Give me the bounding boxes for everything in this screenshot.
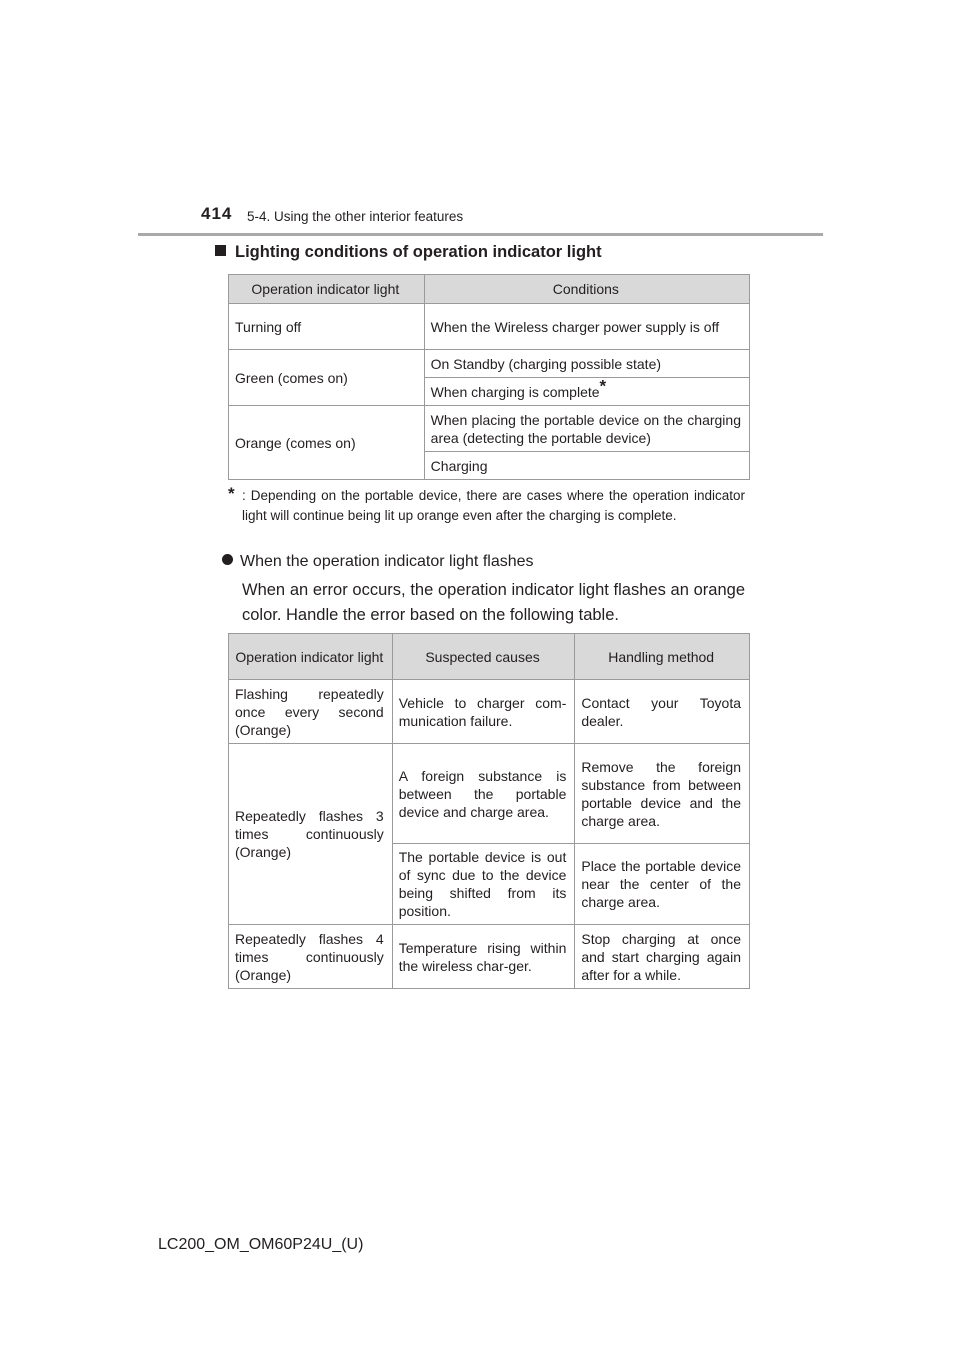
table-row (229, 680, 750, 744)
indicator-state-cell: Repeatedly flashes 4 times continuously (Orange) (229, 925, 393, 989)
condition-text: When charging is complete (430, 383, 600, 400)
cause-cell: The portable device is out of sync due to the device being shifted from its position. (392, 844, 575, 925)
indicator-state-cell: Repeatedly flashes 3 times continuously (Orange) (229, 744, 393, 925)
footnote-asterisk: * (228, 484, 235, 503)
condition-cell (424, 375, 749, 406)
table-header-row (229, 275, 750, 304)
handling-cell: Remove the foreign substance from between portable device and the charge area. (575, 744, 750, 844)
lighting-conditions-title: Lighting conditions of operation indicator light (235, 243, 602, 261)
column-header: Suspected causes (392, 634, 575, 680)
flashing-description: When an error occurs, the operation indicator light flashes an orange color. Handle the error based on the following table. (242, 581, 745, 624)
header-divider (138, 233, 823, 236)
cause-cell: Temperature rising within the wireless char-ger. (392, 925, 575, 989)
handling-cell: Contact your Toyota dealer. (575, 680, 750, 744)
footnote (228, 486, 745, 526)
footnote-asterisk: * (599, 375, 607, 395)
condition-cell: On Standby (charging possible state) (424, 350, 749, 378)
condition-cell: When the Wireless charger power supply is off (424, 304, 749, 350)
column-header: Operation indicator light (229, 634, 393, 680)
lighting-conditions-table (228, 274, 750, 480)
handling-cell: Place the portable device near the center of the charge area. (575, 844, 750, 925)
table-row (229, 925, 750, 989)
footnote-text: : Depending on the portable device, there are cases where the operation indicator light will continue being lit up orange even after the charging is complete. (242, 488, 745, 523)
error-handling-table (228, 633, 750, 989)
cause-cell: A foreign substance is between the portable device and charge area. (392, 744, 575, 844)
condition-cell: When placing the portable device on the charging area (detecting the portable device) (424, 406, 749, 452)
handling-cell: Stop charging at once and start charging again after for a while. (575, 925, 750, 989)
document-id: LC200_OM_OM60P24U_(U) (158, 1236, 364, 1253)
indicator-state-cell: Flashing repeatedly once every second (Orange) (229, 680, 393, 744)
column-header: Operation indicator light (229, 275, 425, 304)
condition-cell: Charging (424, 452, 749, 480)
page-number: 414 (201, 204, 233, 223)
indicator-state-cell: Orange (comes on) (229, 406, 425, 480)
square-bullet-icon (215, 245, 226, 256)
table-row (229, 350, 750, 378)
indicator-state-cell: Green (comes on) (229, 350, 425, 406)
table-header-row (229, 634, 750, 680)
column-header: Handling method (575, 634, 750, 680)
lighting-conditions-heading (215, 243, 602, 262)
flashing-subheading-text: When the operation indicator light flashes (240, 553, 534, 570)
table-row (229, 304, 750, 350)
column-header: Conditions (424, 275, 749, 304)
table-row (229, 406, 750, 452)
flashing-subheading (222, 553, 534, 571)
indicator-state-cell: Turning off (229, 304, 425, 350)
circle-bullet-icon (222, 554, 233, 565)
table-row (229, 744, 750, 844)
section-header: 5-4. Using the other interior features (247, 209, 464, 224)
cause-cell: Vehicle to charger com-munication failure. (392, 680, 575, 744)
